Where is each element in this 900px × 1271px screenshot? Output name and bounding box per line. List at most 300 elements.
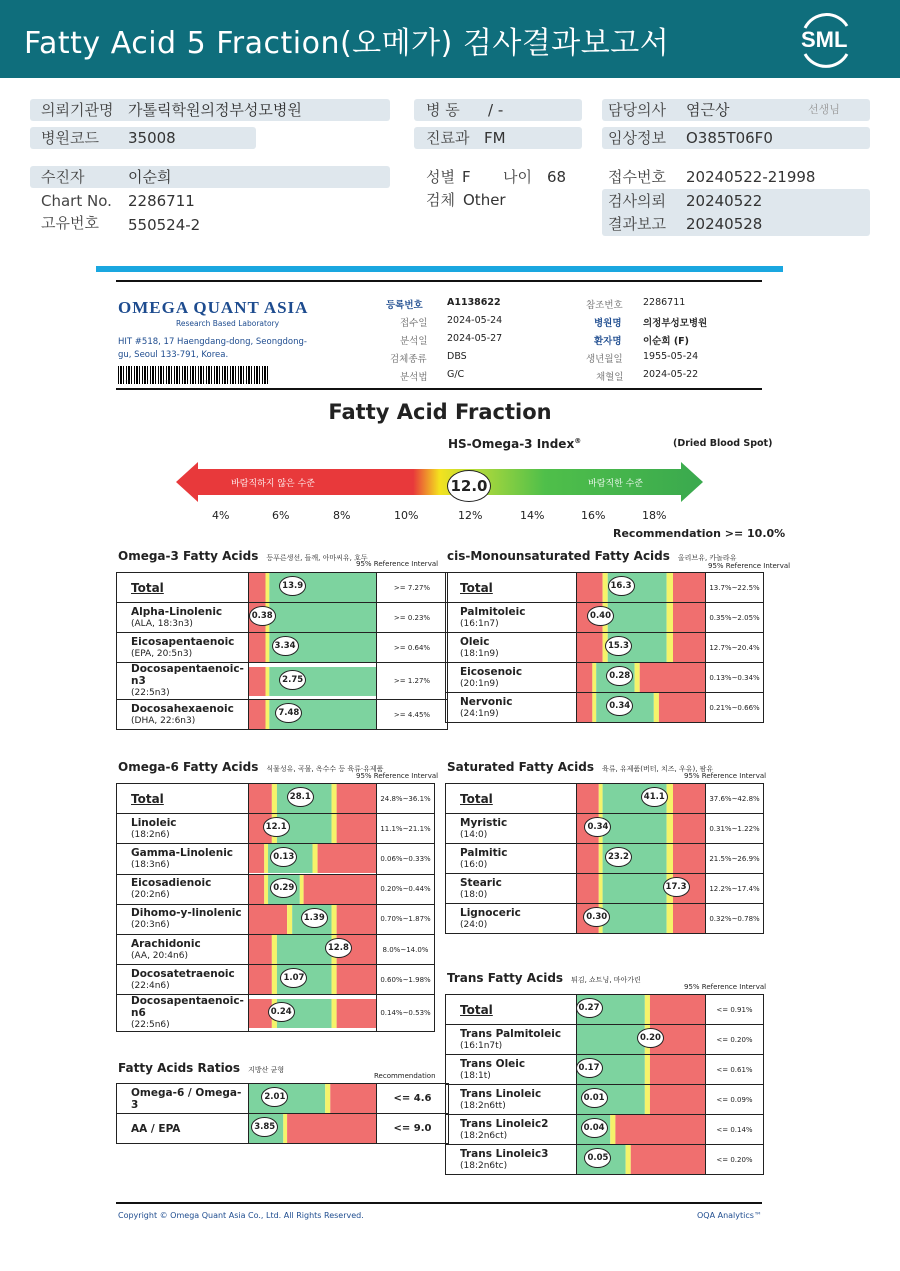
level-zone [287, 1114, 376, 1143]
reference-range: <= 0.14% [706, 1115, 764, 1145]
reference-range: <= 4.6 [377, 1084, 449, 1114]
level-zone [599, 874, 603, 903]
table-row [446, 1025, 764, 1055]
specimen-label: 검체 [426, 191, 455, 209]
level-bar [249, 1084, 376, 1113]
level-zone [577, 663, 592, 692]
good-level-label: 바람직한 수준 [588, 479, 644, 489]
copyright: Copyright © Omega Quant Asia Co., Ltd. All Rights Reserved. [118, 1211, 364, 1220]
value-marker: 0.27 [576, 998, 603, 1018]
fatty-acid-name: Alpha-Linolenic (ALA, 18:3n3) [117, 603, 249, 633]
level-zone [287, 905, 292, 934]
level-zone [337, 965, 376, 994]
doctor-suffix: 선생님 [808, 103, 840, 116]
index-tick: 6% [272, 509, 290, 522]
table-row [117, 603, 448, 633]
reference-range: 12.2%~17.4% [706, 874, 764, 904]
index-tick: 10% [394, 509, 419, 522]
reference-range: >= 4.45% [377, 700, 448, 730]
omega3-reference-interval-label: 95% Reference Interval [356, 560, 439, 568]
lab-address: HIT #518, 17 Haengdang-dong, Seongdong-gu, Seoul 133-791, Korea. [118, 337, 307, 360]
level-zone [272, 965, 277, 994]
value-marker: 0.04 [581, 1118, 608, 1138]
reference-range: 21.5%~26.9% [706, 844, 764, 874]
index-tick: 14% [520, 509, 545, 522]
value-marker: 23.2 [605, 847, 632, 867]
level-zone [283, 1114, 287, 1143]
level-zone [673, 633, 705, 662]
level-bar [577, 844, 705, 873]
value-marker: 12.8 [325, 938, 352, 958]
level-zone [330, 1084, 376, 1113]
table-row [117, 995, 435, 1032]
table-row [446, 1085, 764, 1115]
index-value-marker: 12.0 [447, 470, 491, 502]
table-row [446, 995, 764, 1025]
org-label: 의뢰기관명 [41, 101, 114, 119]
level-zone [249, 700, 266, 729]
result-label: 결과보고 [608, 215, 666, 233]
level-zone [332, 965, 337, 994]
value-marker: 0.34 [584, 817, 611, 837]
level-zone [266, 667, 270, 696]
specimen-value: Other [463, 191, 506, 209]
name-label: 수진자 [41, 168, 85, 186]
level-bar [249, 633, 376, 662]
reference-range: 0.21%~0.66% [706, 693, 764, 723]
level-bar [577, 603, 705, 632]
value-marker: 0.29 [270, 878, 297, 898]
index-recommendation: Recommendation >= 10.0% [613, 527, 786, 540]
report-header [0, 0, 900, 78]
reference-range: <= 0.20% [706, 1025, 764, 1055]
table-row [446, 663, 764, 693]
table-row [117, 934, 435, 964]
level-zone [603, 814, 667, 843]
table-row [446, 1115, 764, 1145]
fatty-acid-name: Eicosenoic (20:1n9) [446, 663, 577, 693]
value-marker: 12.1 [263, 817, 290, 837]
level-zone [264, 844, 268, 873]
level-bar [577, 784, 705, 813]
level-zone [645, 1085, 650, 1114]
level-bar [249, 999, 376, 1028]
level-zone [667, 633, 673, 662]
level-bar [249, 814, 376, 843]
table-row [446, 814, 764, 844]
level-zone [603, 874, 667, 903]
omega6-reference-interval-label: 95% Reference Interval [356, 772, 439, 780]
value-marker: 2.01 [261, 1087, 288, 1107]
clin-label: 임상정보 [608, 129, 666, 147]
level-zone [592, 663, 596, 692]
reference-range: 0.32%~0.78% [706, 904, 764, 934]
omega3-table [116, 572, 448, 730]
reg-label: 등록번호 [386, 300, 423, 311]
trans-title: Trans Fatty Acids 튀김, 쇼트닝, 마아가린 [447, 971, 641, 985]
doctor-label: 담당의사 [608, 101, 666, 119]
level-zone [577, 633, 603, 662]
reference-range: <= 0.20% [706, 1145, 764, 1175]
level-zone [673, 844, 705, 873]
table-row [117, 904, 435, 934]
reference-range: 0.13%~0.34% [706, 663, 764, 693]
value-marker: 28.1 [287, 787, 314, 807]
level-zone [325, 1084, 330, 1113]
level-zone [626, 1145, 631, 1174]
reference-range: <= 0.91% [706, 995, 764, 1025]
level-zone [650, 1055, 705, 1084]
level-bar [249, 935, 376, 964]
value-marker: 0.34 [606, 696, 633, 716]
table-row [446, 904, 764, 934]
level-zone [264, 875, 268, 904]
reference-range: 12.7%~20.4% [706, 633, 764, 663]
dbs-note: (Dried Blood Spot) [673, 438, 773, 449]
table-row [117, 874, 435, 904]
reference-range: 13.7%~22.5% [706, 573, 764, 603]
level-zone [645, 1055, 650, 1084]
level-zone [603, 904, 667, 933]
index-tick: 16% [581, 509, 606, 522]
fatty-acid-name: Palmitoleic (16:1n7) [446, 603, 577, 633]
level-zone [673, 784, 705, 813]
fatty-acid-name: Stearic (18:0) [446, 874, 577, 904]
level-zone [577, 573, 603, 602]
level-bar [577, 1115, 705, 1144]
fatty-acid-name: Omega-6 / Omega-3 [117, 1084, 249, 1114]
lab-bottom-rule [116, 388, 762, 390]
req-value: 20240522 [686, 192, 763, 210]
fatty-acid-name: Oleic (18:1n9) [446, 633, 577, 663]
fatty-acid-name: Nervonic (24:1n9) [446, 693, 577, 723]
reference-range: 0.70%~1.87% [377, 904, 435, 934]
ratios-title: Fatty Acids Ratios 지방산 균형 [118, 1061, 285, 1075]
ref-label: 참조번호 [586, 300, 623, 311]
level-bar [249, 875, 376, 904]
level-bar [249, 965, 376, 994]
level-bar [249, 784, 376, 813]
age-label: 나이 [503, 168, 532, 186]
level-zone [667, 603, 673, 632]
level-zone [249, 844, 264, 873]
level-zone [249, 905, 287, 934]
level-zone [645, 995, 650, 1024]
age-value: 68 [547, 168, 567, 186]
rcv-label: 접수일 [400, 318, 428, 329]
level-zone [249, 573, 266, 602]
ratios-table [116, 1083, 449, 1144]
fraction-title: Fatty Acid Fraction [328, 400, 552, 424]
index-tick: 12% [458, 509, 483, 522]
fatty-acid-name: Trans Oleic (18:1t) [446, 1055, 577, 1085]
value-marker: 0.05 [584, 1148, 611, 1168]
fatty-acid-name: Dihomo-y-linolenic (20:3n6) [117, 904, 249, 934]
level-bar [577, 693, 705, 722]
level-bar [249, 844, 376, 873]
reference-range: >= 0.23% [377, 603, 448, 633]
level-zone [318, 844, 376, 873]
req-label: 검사의뢰 [608, 192, 666, 210]
type-label: 검체종류 [390, 354, 427, 365]
fatty-acid-name: Eicosadienoic (20:2n6) [117, 874, 249, 904]
level-bar [249, 667, 376, 696]
footer-rule [116, 1202, 762, 1204]
type-value: DBS [447, 351, 467, 362]
level-zone [337, 999, 376, 1028]
fatty-acid-name: AA / EPA [117, 1114, 249, 1144]
footer-brand: OQA Analytics™ [697, 1211, 762, 1220]
pt-label: 환자명 [594, 336, 622, 347]
level-zone [266, 700, 270, 729]
level-zone [603, 573, 608, 602]
level-zone [592, 693, 596, 722]
table-row [446, 633, 764, 663]
code-value: 35008 [128, 129, 176, 147]
table-row [446, 573, 764, 603]
level-bar [249, 700, 376, 729]
chart-value: 2286711 [128, 192, 195, 210]
table-row [446, 603, 764, 633]
anl-label: 분석일 [400, 336, 428, 347]
dob-label: 생년월일 [586, 354, 623, 365]
level-zone [337, 814, 376, 843]
value-marker: 0.40 [587, 606, 614, 626]
trans-table [445, 994, 764, 1175]
fatty-acid-name: Docosapentaenoic-n6 (22:5n6) [117, 995, 249, 1032]
fatty-acid-name: Trans Palmitoleic (16:1n7t) [446, 1025, 577, 1055]
table-row [446, 1055, 764, 1085]
level-zone [304, 875, 376, 904]
level-zone [673, 603, 705, 632]
level-zone [332, 999, 337, 1028]
level-zone [631, 1145, 705, 1174]
index-tick: 8% [333, 509, 351, 522]
level-bar [577, 874, 705, 903]
fatty-acid-name: Total [446, 784, 577, 814]
pt-value: 이순희 (F) [643, 336, 690, 347]
level-zone [673, 904, 705, 933]
level-zone [577, 1025, 645, 1054]
value-marker: 0.24 [268, 1002, 295, 1022]
level-bar [249, 573, 376, 602]
fatty-acid-name: Palmitic (16:0) [446, 844, 577, 874]
level-zone [650, 1085, 705, 1114]
level-zone [269, 603, 376, 632]
level-bar [577, 1145, 705, 1174]
trans-reference-interval-label: 95% Reference Interval [684, 983, 767, 991]
fatty-acid-name: Trans Linoleic (18:2n6tt) [446, 1085, 577, 1115]
cismono-title: cis-Monounsaturated Fatty Acids 올리브유, 카놀라유 [447, 549, 737, 563]
level-zone [249, 875, 264, 904]
value-marker: 0.30 [583, 907, 610, 927]
reg-value: A1138622 [447, 297, 501, 308]
level-zone [667, 844, 673, 873]
lab-top-rule [116, 280, 762, 282]
dob-value: 1955-05-24 [643, 351, 699, 362]
level-zone [249, 935, 272, 964]
index-tick: 18% [642, 509, 667, 522]
fatty-acid-name: Total [117, 784, 249, 814]
level-zone [577, 874, 599, 903]
fatty-acid-name: Total [446, 995, 577, 1025]
level-bar [249, 603, 376, 632]
table-row [117, 633, 448, 663]
level-zone [650, 995, 705, 1024]
level-zone [277, 935, 332, 964]
value-marker: 0.28 [606, 666, 633, 686]
reference-range: 0.35%~2.05% [706, 603, 764, 633]
table-row [117, 1114, 449, 1144]
fatty-acid-name: Arachidonic (AA, 20:4n6) [117, 934, 249, 964]
value-marker: 15.3 [605, 636, 632, 656]
value-marker: 0.13 [270, 847, 297, 867]
level-zone [640, 663, 705, 692]
reference-range: 0.60%~1.98% [377, 965, 435, 995]
fatty-acid-name: Total [446, 573, 577, 603]
cismono-table [445, 572, 764, 723]
value-marker: 0.38 [249, 606, 276, 626]
level-zone [249, 784, 272, 813]
table-row [117, 1084, 449, 1114]
level-zone [577, 784, 599, 813]
ward-value: / - [488, 101, 504, 119]
level-zone [249, 667, 266, 696]
level-bar [577, 573, 705, 602]
fatty-acid-name: Lignoceric (24:0) [446, 904, 577, 934]
level-zone [673, 573, 705, 602]
fatty-acid-name: Gamma-Linolenic (18:3n6) [117, 844, 249, 874]
result-value: 20240528 [686, 215, 763, 233]
reference-range: 0.14%~0.53% [377, 995, 435, 1032]
saturated-reference-interval-label: 95% Reference Interval [684, 772, 767, 780]
report-title: Fatty Acid 5 Fraction(오메가) 검사결과보고서 [24, 26, 670, 61]
level-zone [266, 573, 270, 602]
doctor-value: 염근상 [686, 101, 730, 119]
draw-label: 채혈일 [596, 372, 624, 383]
table-row [117, 814, 435, 844]
uid-label: 고유번호 [41, 214, 99, 232]
bad-level-label: 바람직하지 않은 수준 [231, 479, 315, 489]
level-bar [577, 995, 705, 1024]
level-bar [577, 814, 705, 843]
fatty-acid-name: Docosapentaenoic-n3 (22:5n3) [117, 663, 249, 700]
reference-range: 11.1%~21.1% [377, 814, 435, 844]
name-value: 이순희 [128, 168, 172, 186]
value-marker: 1.39 [301, 908, 328, 928]
table-row [446, 693, 764, 723]
org-value: 가톨릭학원의정부성모병원 [128, 101, 302, 119]
level-zone [332, 905, 337, 934]
reference-range: >= 1.27% [377, 663, 448, 700]
code-label: 병원코드 [41, 129, 99, 147]
saturated-title: Saturated Fatty Acids 육류, 유제품(버터, 치즈, 우유), 팜유 [447, 760, 714, 774]
fatty-acid-name: Docosahexaenoic (DHA, 22:6n3) [117, 700, 249, 730]
level-zone [667, 814, 673, 843]
table-row [117, 573, 448, 603]
reference-range: 0.06%~0.33% [377, 844, 435, 874]
hs-omega-title: HS-Omega-3 Index® [448, 437, 582, 451]
rcv-value: 2024-05-24 [447, 315, 503, 326]
level-zone [332, 814, 337, 843]
value-marker: 0.17 [576, 1058, 603, 1078]
value-marker: 1.07 [280, 968, 307, 988]
level-bar [249, 905, 376, 934]
dept-label: 진료과 [426, 129, 470, 147]
level-zone [266, 633, 270, 662]
fatty-acid-name: Trans Linoleic2 (18:2n6ct) [446, 1115, 577, 1145]
level-bar [577, 663, 705, 692]
omega3-title: Omega-3 Fatty Acids 등푸른생선, 들깨, 아마씨유, 호두 [118, 549, 368, 563]
method-value: G/C [447, 369, 465, 380]
value-marker: 2.75 [279, 670, 306, 690]
table-row [446, 1145, 764, 1175]
value-marker: 41.1 [641, 787, 668, 807]
level-zone [599, 784, 603, 813]
value-marker: 16.3 [608, 576, 635, 596]
level-bar [577, 904, 705, 933]
ratios-reference-interval-label: Recommendation [374, 1072, 436, 1080]
draw-value: 2024-05-22 [643, 369, 699, 380]
fatty-acid-name: Linoleic (18:2n6) [117, 814, 249, 844]
level-zone [300, 875, 304, 904]
hosp-value: 의정부성모병원 [643, 318, 708, 329]
level-zone [667, 573, 673, 602]
method-label: 분석법 [400, 372, 428, 383]
omega6-table [116, 783, 435, 1032]
fatty-acid-name: Total [117, 573, 249, 603]
chart-label: Chart No. [41, 192, 112, 210]
table-row [117, 663, 448, 700]
level-zone [659, 693, 705, 722]
fatty-acid-name: Eicosapentaenoic (EPA, 20:5n3) [117, 633, 249, 663]
lab-sub: Research Based Laboratory [176, 319, 280, 328]
hosp-label: 병원명 [594, 318, 622, 329]
value-marker: 7.48 [275, 703, 302, 723]
reference-range: 37.6%~42.8% [706, 784, 764, 814]
level-zone [577, 844, 599, 873]
fatty-acid-name: Trans Linoleic3 (18:2n6tc) [446, 1145, 577, 1175]
recv-label: 접수번호 [608, 168, 666, 186]
divider [96, 266, 783, 272]
clin-value: O385T06F0 [686, 129, 773, 147]
table-row [117, 965, 435, 995]
level-zone [615, 1115, 705, 1144]
table-row [446, 844, 764, 874]
fatty-acid-name: Docosatetraenoic (22:4n6) [117, 965, 249, 995]
sml-logo [795, 10, 857, 70]
value-marker: 3.85 [251, 1117, 278, 1137]
reference-range: <= 0.61% [706, 1055, 764, 1085]
anl-value: 2024-05-27 [447, 333, 503, 344]
level-bar [577, 1025, 705, 1054]
reference-range: 0.31%~1.22% [706, 814, 764, 844]
level-zone [608, 603, 667, 632]
uid-value: 550524-2 [128, 216, 201, 234]
level-zone [673, 814, 705, 843]
level-zone [654, 693, 659, 722]
cismono-reference-interval-label: 95% Reference Interval [708, 562, 791, 570]
barcode [118, 366, 268, 384]
reference-range: >= 7.27% [377, 573, 448, 603]
level-zone [635, 663, 640, 692]
level-zone [332, 784, 337, 813]
value-marker: 13.9 [279, 576, 306, 596]
level-zone [272, 935, 277, 964]
level-zone [610, 1115, 615, 1144]
logo-text: SML [801, 27, 848, 52]
index-tick: 4% [212, 509, 230, 522]
